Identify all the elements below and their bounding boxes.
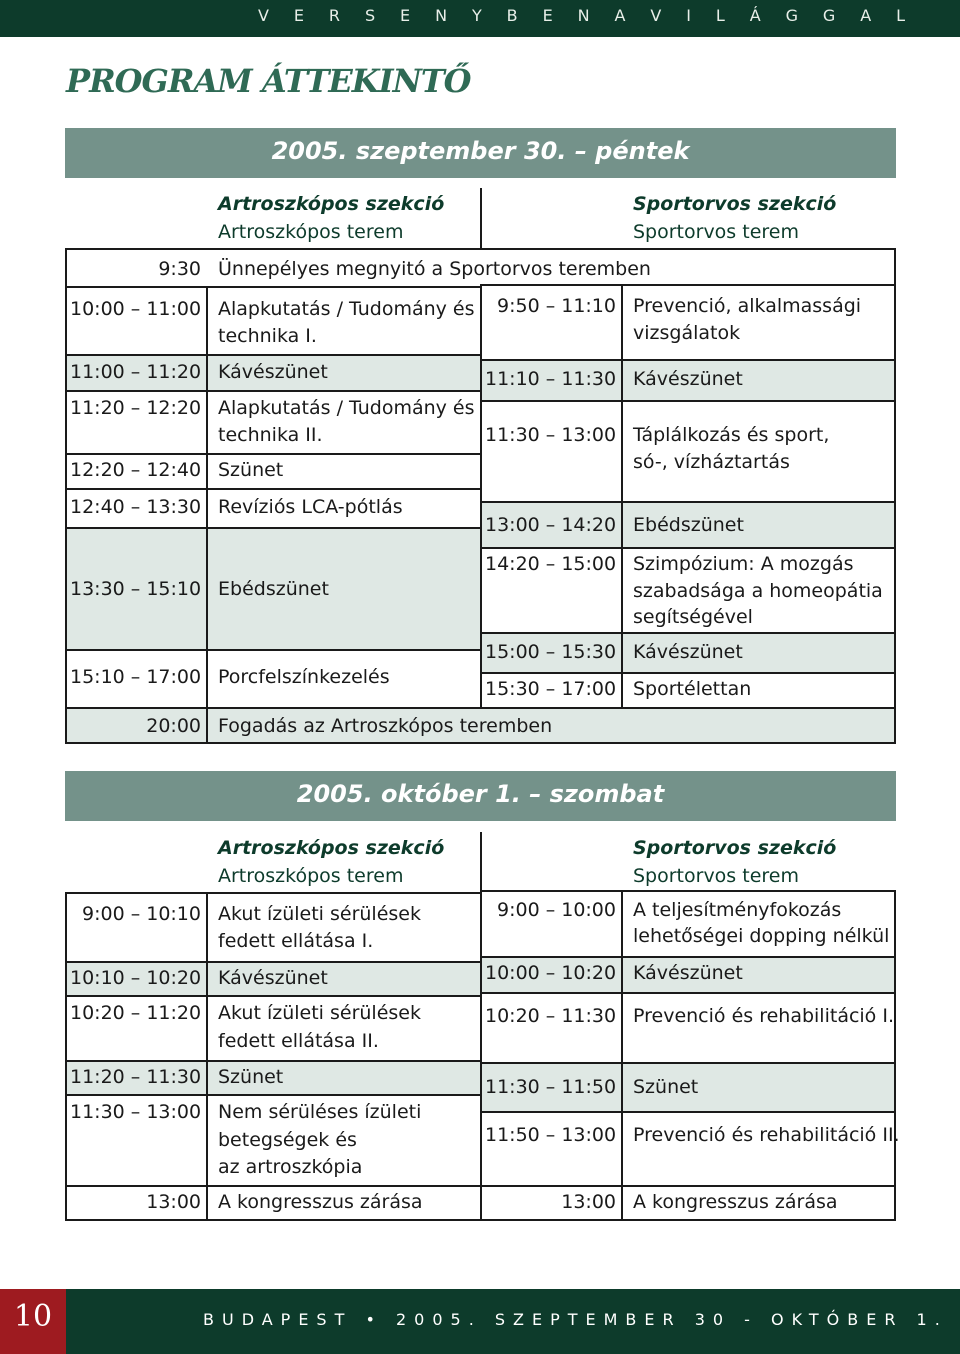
page-number: 10 bbox=[13, 1299, 53, 1334]
divider bbox=[480, 547, 896, 549]
divider bbox=[65, 742, 896, 744]
divider bbox=[65, 390, 481, 392]
row-text: Ebédszünet bbox=[633, 514, 744, 536]
divider bbox=[65, 1185, 481, 1187]
row-time: 11:20 – 12:20 bbox=[70, 397, 202, 419]
row-text: betegségek és bbox=[218, 1129, 357, 1151]
divider bbox=[480, 1185, 896, 1187]
section-room: Sportorvos terem bbox=[633, 865, 799, 887]
row-text: Szünet bbox=[633, 1076, 699, 1098]
row-text: lehetőségei dopping nélkül bbox=[633, 925, 890, 947]
row-text: Kávészünet bbox=[633, 962, 743, 984]
divider bbox=[894, 890, 896, 1221]
row-text: Ebédszünet bbox=[218, 578, 329, 600]
row-time: 13:00 – 14:20 bbox=[485, 514, 617, 536]
row-time: 11:10 – 11:30 bbox=[485, 368, 617, 390]
divider bbox=[480, 1111, 896, 1113]
row-text: Szünet bbox=[218, 459, 284, 481]
day2-right-section-header bbox=[633, 834, 836, 890]
divider bbox=[480, 890, 896, 892]
row-time: 10:10 – 10:20 bbox=[70, 967, 202, 989]
row-time: 13:00 bbox=[561, 1191, 616, 1213]
row-text: A teljesítményfokozás bbox=[633, 899, 842, 921]
row-text: A kongresszus zárása bbox=[218, 1191, 423, 1213]
row-text: Kávészünet bbox=[633, 368, 743, 390]
row-time: 11:30 – 11:50 bbox=[485, 1076, 617, 1098]
row-time: 15:00 – 15:30 bbox=[485, 641, 617, 663]
day2-left-section-header bbox=[218, 834, 444, 890]
day1-date: 2005. szeptember 30. – péntek bbox=[271, 137, 690, 165]
divider bbox=[480, 188, 482, 250]
row-text: Prevenció, alkalmassági bbox=[633, 295, 862, 317]
row-text: segítségével bbox=[633, 606, 753, 628]
divider bbox=[65, 892, 481, 894]
divider bbox=[65, 527, 481, 529]
day1-date-band bbox=[65, 128, 896, 178]
divider bbox=[621, 284, 623, 709]
section-room: Artroszkópos terem bbox=[218, 221, 404, 243]
row-time: 12:20 – 12:40 bbox=[70, 459, 202, 481]
divider bbox=[480, 992, 896, 994]
divider bbox=[206, 707, 208, 742]
row-text: technika I. bbox=[218, 325, 317, 347]
divider bbox=[65, 707, 896, 709]
row-text: Kávészünet bbox=[633, 641, 743, 663]
section-name: Artroszkópos szekció bbox=[218, 193, 445, 215]
row-text: Alapkutatás / Tudomány és bbox=[218, 397, 475, 419]
row-text: Alapkutatás / Tudomány és bbox=[218, 298, 475, 320]
day2-date-band bbox=[65, 771, 896, 821]
row-text: Prevenció és rehabilitáció II. bbox=[633, 1124, 900, 1146]
row-text: vizsgálatok bbox=[633, 322, 741, 344]
divider bbox=[65, 248, 67, 744]
top-bar-text: V E R S E N Y B E N A V I L Á G G A L bbox=[258, 6, 915, 25]
row-time: 10:00 – 11:00 bbox=[70, 298, 202, 320]
day1-left-section-header bbox=[218, 190, 444, 246]
divider bbox=[206, 892, 208, 1221]
reception-time: 20:00 bbox=[146, 715, 201, 737]
divider bbox=[65, 453, 481, 455]
row-text: Táplálkozás és sport, bbox=[633, 424, 830, 446]
row-time: 11:20 – 11:30 bbox=[70, 1066, 202, 1088]
row-text: Kávészünet bbox=[218, 361, 328, 383]
divider bbox=[65, 892, 67, 1221]
section-name: Sportorvos szekció bbox=[633, 837, 837, 859]
divider bbox=[65, 488, 481, 490]
row-time: 9:00 – 10:10 bbox=[81, 903, 201, 925]
row-time: 11:50 – 13:00 bbox=[485, 1124, 617, 1146]
row-time: 13:30 – 15:10 bbox=[70, 578, 202, 600]
row-text: az artroszkópia bbox=[218, 1156, 363, 1178]
page-title: PROGRAM ÁTTEKINTŐ bbox=[66, 62, 471, 100]
divider bbox=[480, 284, 896, 286]
divider bbox=[480, 400, 896, 402]
row-text: Szünet bbox=[218, 1066, 284, 1088]
row-text: szabadsága a homeopátia bbox=[633, 580, 883, 602]
row-text: Revíziós LCA-pótlás bbox=[218, 496, 403, 518]
divider bbox=[480, 672, 896, 674]
row-time: 15:10 – 17:00 bbox=[70, 666, 202, 688]
row-text: Porcfelszínkezelés bbox=[218, 666, 390, 688]
row-text: Akut ízületi sérülések bbox=[218, 903, 421, 925]
row-time: 10:20 – 11:20 bbox=[70, 1002, 202, 1024]
row-time: 15:30 – 17:00 bbox=[485, 678, 617, 700]
divider bbox=[65, 1060, 481, 1062]
row-text: Szimpózium: A mozgás bbox=[633, 553, 854, 575]
divider bbox=[65, 248, 896, 250]
divider bbox=[480, 1062, 896, 1064]
divider bbox=[65, 1094, 481, 1096]
divider bbox=[65, 961, 481, 963]
reception-text: Fogadás az Artroszkópos teremben bbox=[218, 715, 553, 737]
row-text: Akut ízületi sérülések bbox=[218, 1002, 421, 1024]
footer-text: BUDAPEST • 2005. SZEPTEMBER 30 - OKTÓBER 1. bbox=[203, 1310, 948, 1329]
row-time: 14:20 – 15:00 bbox=[485, 553, 617, 575]
divider bbox=[65, 995, 481, 997]
row-text: Kávészünet bbox=[218, 967, 328, 989]
row-text: fedett ellátása I. bbox=[218, 930, 374, 952]
section-name: Artroszkópos szekció bbox=[218, 837, 445, 859]
divider bbox=[65, 649, 481, 651]
row-text: fedett ellátása II. bbox=[218, 1030, 379, 1052]
divider bbox=[894, 248, 896, 744]
divider bbox=[480, 501, 896, 503]
row-time: 11:30 – 13:00 bbox=[70, 1101, 202, 1123]
opening-text: Ünnepélyes megnyitó a Sportorvos teremben bbox=[218, 258, 651, 280]
row-time: 12:40 – 13:30 bbox=[70, 496, 202, 518]
row-text: Prevenció és rehabilitáció I. bbox=[633, 1005, 894, 1027]
divider bbox=[480, 956, 896, 958]
row-time: 10:00 – 10:20 bbox=[485, 962, 617, 984]
section-room: Artroszkópos terem bbox=[218, 865, 404, 887]
row-time: 11:30 – 13:00 bbox=[485, 424, 617, 446]
divider bbox=[480, 284, 482, 709]
row-text: Nem sérüléses ízületi bbox=[218, 1101, 422, 1123]
divider bbox=[206, 286, 208, 709]
section-name: Sportorvos szekció bbox=[633, 193, 837, 215]
row-text: technika II. bbox=[218, 424, 323, 446]
divider bbox=[480, 359, 896, 361]
row-text: A kongresszus zárása bbox=[633, 1191, 838, 1213]
row-time: 9:50 – 11:10 bbox=[496, 295, 616, 317]
day1-right-section-header bbox=[633, 190, 836, 246]
opening-time: 9:30 bbox=[158, 258, 201, 280]
divider bbox=[65, 286, 481, 288]
divider bbox=[65, 354, 481, 356]
row-text: Sportélettan bbox=[633, 678, 752, 700]
row-time: 11:00 – 11:20 bbox=[70, 361, 202, 383]
divider bbox=[621, 890, 623, 1221]
divider bbox=[65, 1219, 896, 1221]
section-room: Sportorvos terem bbox=[633, 221, 799, 243]
row-time: 9:00 – 10:00 bbox=[496, 899, 616, 921]
row-text: só-, vízháztartás bbox=[633, 451, 790, 473]
divider bbox=[480, 632, 896, 634]
row-time: 10:20 – 11:30 bbox=[485, 1005, 617, 1027]
day2-date: 2005. október 1. – szombat bbox=[296, 780, 665, 808]
row-time: 13:00 bbox=[146, 1191, 201, 1213]
